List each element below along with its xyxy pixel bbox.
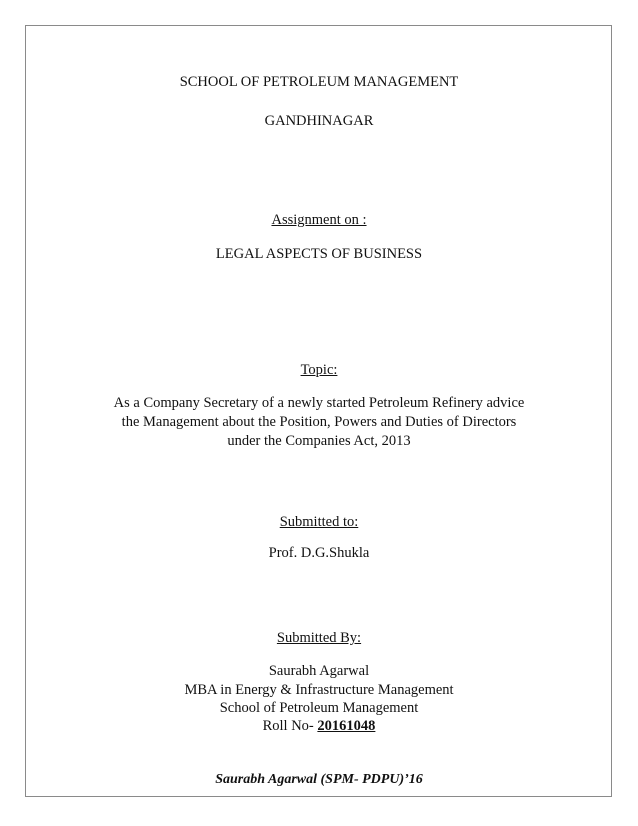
roll-number-prefix: Roll No- <box>262 718 318 734</box>
city-title: GANDHINAGAR <box>264 113 374 129</box>
submitted-by-name: Saurabh Agarwal <box>268 663 370 679</box>
submitted-to-label-text: Submitted to: <box>279 514 359 530</box>
roll-number: 20161048 <box>317 718 376 734</box>
topic-line-1: As a Company Secretary of a newly started Petroleum Refinery advice <box>113 395 525 411</box>
submitted-by-program: MBA in Energy & Infrastructure Management <box>184 682 454 698</box>
topic-label <box>0 362 638 379</box>
submitted-to-name: Prof. D.G.Shukla <box>268 545 370 561</box>
assignment-subject: LEGAL ASPECTS OF BUSINESS <box>215 246 423 262</box>
topic-line-2: the Management about the Position, Powers and Duties of Directors <box>121 414 517 430</box>
topic-line-3: under the Companies Act, 2013 <box>227 433 411 449</box>
assignment-label-text: Assignment on : <box>271 212 367 228</box>
submitted-by-label-text: Submitted By: <box>276 630 362 646</box>
assignment-label <box>0 212 638 229</box>
submitted-to-label <box>0 514 638 531</box>
submitted-by-school: School of Petroleum Management <box>219 700 419 716</box>
page-footer: Saurabh Agarwal (SPM- PDPU)’16 <box>215 772 423 787</box>
roll-number-line <box>0 718 638 735</box>
topic-label-text: Topic: <box>300 362 338 378</box>
submitted-by-label <box>0 630 638 647</box>
school-title: SCHOOL OF PETROLEUM MANAGEMENT <box>179 74 459 90</box>
